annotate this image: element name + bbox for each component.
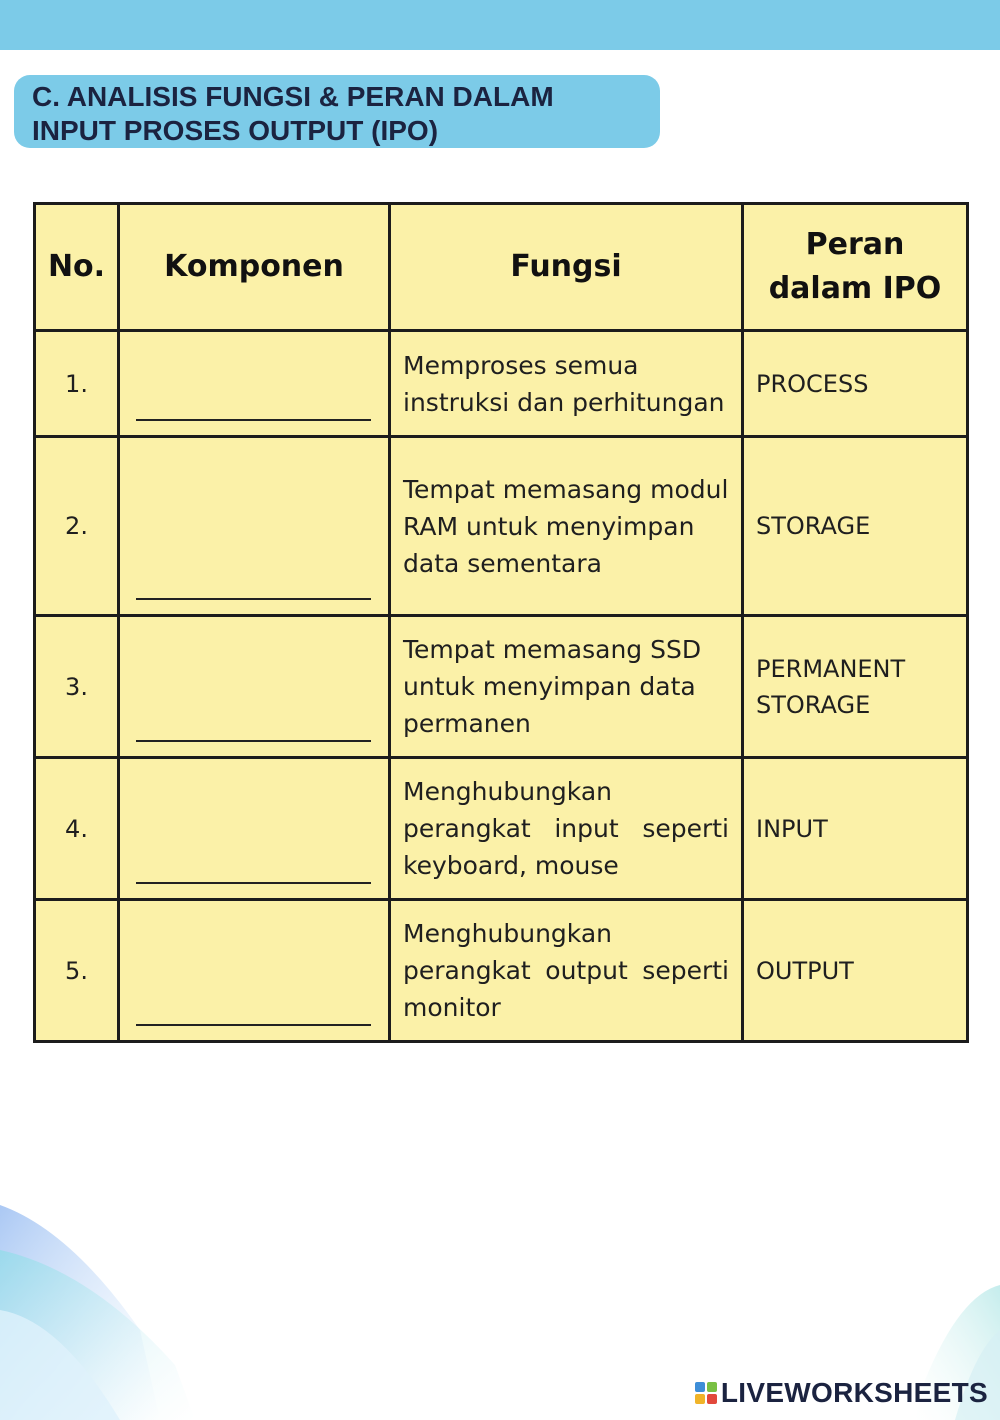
answer-blank-line bbox=[136, 740, 371, 742]
header-peran bbox=[743, 204, 968, 331]
header-komponen: Komponen bbox=[119, 204, 390, 331]
fungsi-cell: Tempat memasang modul RAM untuk menyimpan data sementara bbox=[390, 437, 743, 616]
row-number: 4. bbox=[35, 758, 119, 900]
header-peran-line-2: dalam IPO bbox=[768, 271, 942, 306]
komponen-answer-field[interactable] bbox=[119, 437, 390, 616]
peran-cell: OUTPUT bbox=[743, 900, 968, 1042]
table-header-row bbox=[35, 204, 968, 331]
answer-blank-line bbox=[136, 1024, 371, 1026]
peran-cell: STORAGE bbox=[743, 437, 968, 616]
header-peran-line-1: Peran bbox=[805, 227, 905, 262]
komponen-answer-field[interactable] bbox=[119, 331, 390, 437]
komponen-answer-field[interactable] bbox=[119, 758, 390, 900]
liveworksheets-logo-icon bbox=[695, 1382, 717, 1404]
komponen-answer-field[interactable] bbox=[119, 616, 390, 758]
liveworksheets-brand bbox=[695, 1377, 988, 1409]
brand-name: LIVEWORKSHEETS bbox=[720, 1377, 988, 1408]
row-number: 3. bbox=[35, 616, 119, 758]
row-number: 1. bbox=[35, 331, 119, 437]
table-row bbox=[35, 331, 968, 437]
peran-cell: PERMANENT STORAGE bbox=[743, 616, 968, 758]
table-row bbox=[35, 758, 968, 900]
komponen-answer-field[interactable] bbox=[119, 900, 390, 1042]
table-row bbox=[35, 437, 968, 616]
fungsi-cell: Memproses semua instruksi dan perhitungan bbox=[390, 331, 743, 437]
section-title-line-1: C. ANALISIS FUNGSI & PERAN DALAM bbox=[32, 81, 554, 112]
header-no: No. bbox=[35, 204, 119, 331]
header-fungsi: Fungsi bbox=[390, 204, 743, 331]
peran-cell: INPUT bbox=[743, 758, 968, 900]
ipo-analysis-table bbox=[33, 202, 969, 1043]
answer-blank-line bbox=[136, 882, 371, 884]
peran-cell: PROCESS bbox=[743, 331, 968, 437]
row-number: 5. bbox=[35, 900, 119, 1042]
section-title-box bbox=[14, 75, 660, 148]
section-title-line-2: INPUT PROSES OUTPUT (IPO) bbox=[32, 115, 439, 146]
table-row bbox=[35, 616, 968, 758]
row-number: 2. bbox=[35, 437, 119, 616]
fungsi-cell: Tempat memasang SSD untuk menyimpan data permanen bbox=[390, 616, 743, 758]
answer-blank-line bbox=[136, 598, 371, 600]
fungsi-cell: Menghubungkan perangkat input seperti keyboard, mouse bbox=[390, 758, 743, 900]
top-banner-bar bbox=[0, 0, 1000, 50]
table-row bbox=[35, 900, 968, 1042]
fungsi-cell: Menghubungkan perangkat output seperti monitor bbox=[390, 900, 743, 1042]
answer-blank-line bbox=[136, 419, 371, 421]
